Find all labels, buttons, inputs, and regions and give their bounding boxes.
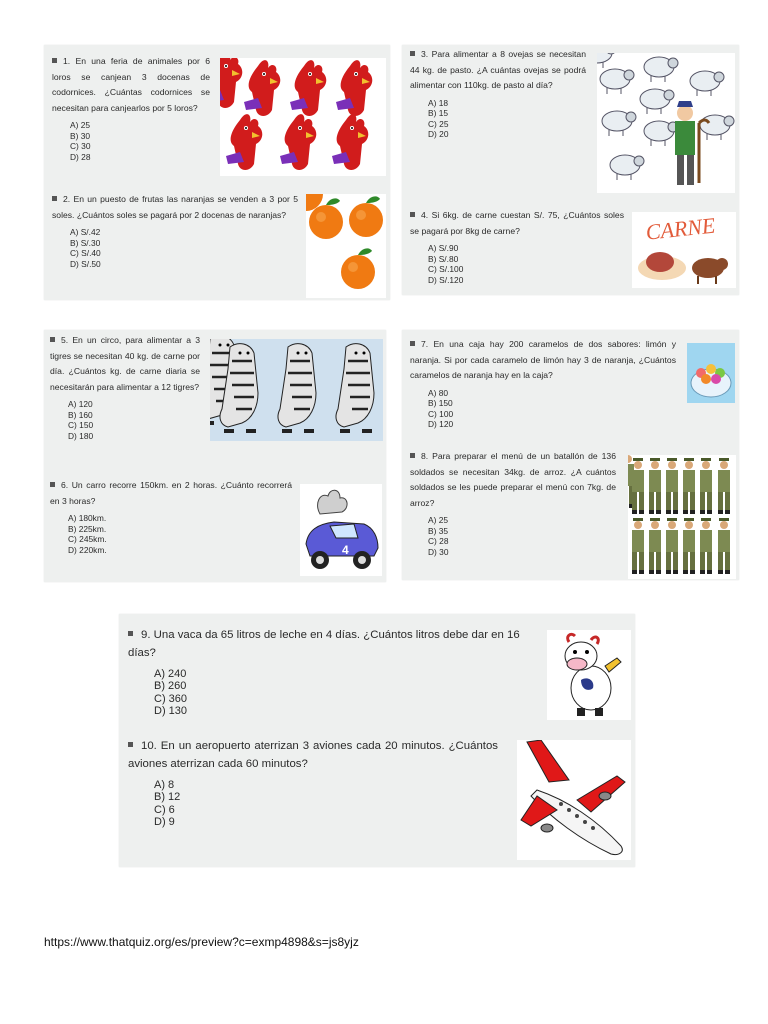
option: D) 130 [154, 705, 188, 718]
option: A) 240 [154, 668, 187, 680]
question-1 [52, 54, 210, 162]
carne-illustration [632, 212, 736, 288]
option: A) 120 [68, 399, 93, 409]
question-3-stem: 3. Para alimentar a 8 ovejas se necesitan 44 kg. de pasto. ¿A cuántas ovejas se podrá alimentar con 110kg. de pasto al día? [410, 49, 586, 90]
question-3-options [428, 98, 586, 140]
question-7 [410, 337, 676, 430]
option: A) 25 [70, 120, 91, 130]
option: C) S/.100 [428, 264, 464, 275]
candy-box-illustration [687, 343, 735, 403]
option: D) 30 [428, 546, 449, 557]
option: B) 225km. [68, 523, 107, 534]
car-illustration [300, 484, 382, 576]
question-10 [128, 737, 498, 829]
option: B) 30 [70, 130, 91, 141]
option: D) 120 [428, 419, 454, 430]
shepherd-sheep-illustration [597, 53, 735, 193]
question-5-options [68, 399, 200, 441]
question-4 [410, 208, 624, 285]
oranges-illustration [306, 194, 386, 298]
option: B) 15 [428, 108, 449, 119]
option: D) S/.120 [428, 274, 464, 285]
option: B) 150 [428, 398, 453, 409]
cow-illustration [547, 630, 631, 720]
question-8 [410, 449, 616, 557]
question-3 [410, 47, 586, 140]
option: B) S/.80 [428, 253, 459, 264]
airplane-illustration [517, 740, 631, 860]
question-2-options [70, 227, 298, 269]
question-1-stem: 1. En una feria de animales por 6 loros se canjean 3 docenas de codornices. ¿Cuántas codornices se necesitan para canjearlos por 5 loros? [52, 56, 210, 113]
option: D) 180 [68, 430, 94, 441]
question-7-stem: 7. En una caja hay 200 caramelos de dos sabores: limón y naranja. Si por cada caramelo de limón hay 3 de naranja, ¿Cuántos caramelos de naranja hay en la caja? [410, 339, 676, 380]
option: B) 12 [154, 791, 181, 804]
question-6-stem: 6. Un carro recorre 150km. en 2 horas. ¿Cuánto recorrerá en 3 horas? [50, 480, 292, 506]
option: C) 360 [154, 692, 188, 705]
question-8-stem: 8. Para preparar el menú de un batallón de 136 soldados se necesitan 34kg. de arroz. ¿A cuántos soldados se les puede preparar el menú con 7kg. de arroz? [410, 451, 616, 508]
option: B) 35 [428, 525, 449, 536]
option: B) 260 [154, 680, 187, 693]
question-6-options [68, 513, 292, 555]
question-4-stem: 4. Si 6kg. de carne cuestan S/. 75, ¿Cuántos soles se pagará por 8kg de carne? [410, 210, 624, 236]
option: C) 28 [428, 536, 449, 547]
option: C) 30 [70, 141, 91, 152]
question-6 [50, 478, 292, 555]
carne-word: CARNE [644, 212, 717, 245]
question-9-stem: 9. Una vaca da 65 litros de leche en 4 días. ¿Cuántos litros debe dar en 16 días? [128, 629, 520, 659]
option: C) 25 [428, 118, 449, 129]
question-1-options [70, 120, 210, 162]
question-9-options [154, 668, 532, 718]
option: C) 150 [68, 420, 94, 431]
tigers-illustration [210, 339, 383, 441]
option: D) 9 [154, 816, 175, 829]
option: A) S/.42 [70, 227, 101, 237]
question-9 [128, 626, 532, 718]
option: A) S/.90 [428, 243, 459, 253]
soldiers-illustration [628, 455, 736, 579]
option: B) S/.30 [70, 237, 101, 248]
option: A) 180km. [68, 513, 107, 523]
question-10-stem: 10. En un aeropuerto aterrizan 3 aviones cada 20 minutos. ¿Cuántos aviones aterrizan cada 60 minutos? [128, 740, 498, 770]
question-7-options [428, 388, 676, 430]
question-5 [50, 333, 200, 441]
option: D) S/.50 [70, 258, 101, 269]
question-2-stem: 2. En un puesto de frutas las naranjas se venden a 3 por 5 soles. ¿Cuántos soles se pagará por 2 docenas de naranjas? [52, 194, 298, 220]
option: C) 100 [428, 408, 454, 419]
option: C) 245km. [68, 534, 107, 545]
question-5-stem: 5. En un circo, para alimentar a 3 tigres se necesitan 40 kg. de carne por día. ¿Cuántos kg. de carne diaria se necesitarán para alimentar a 12 tigres? [50, 335, 200, 392]
source-url[interactable]: https://www.thatquiz.org/es/preview?c=exmp4898&s=js8yjz [44, 935, 359, 949]
option: A) 18 [428, 97, 449, 108]
option: A) 25 [428, 515, 449, 525]
option: A) 80 [428, 387, 449, 398]
question-8-options [428, 515, 616, 557]
parrots-illustration [220, 58, 386, 176]
option: D) 20 [428, 129, 449, 140]
question-10-options [154, 779, 498, 829]
option: C) 6 [154, 803, 175, 816]
question-2 [52, 192, 298, 269]
option: B) 160 [68, 409, 93, 420]
option: C) S/.40 [70, 248, 101, 259]
option: D) 220km. [68, 544, 107, 555]
option: A) 8 [154, 779, 175, 791]
question-4-options [428, 243, 624, 285]
car-number: 4 [342, 543, 349, 557]
option: D) 28 [70, 151, 91, 162]
